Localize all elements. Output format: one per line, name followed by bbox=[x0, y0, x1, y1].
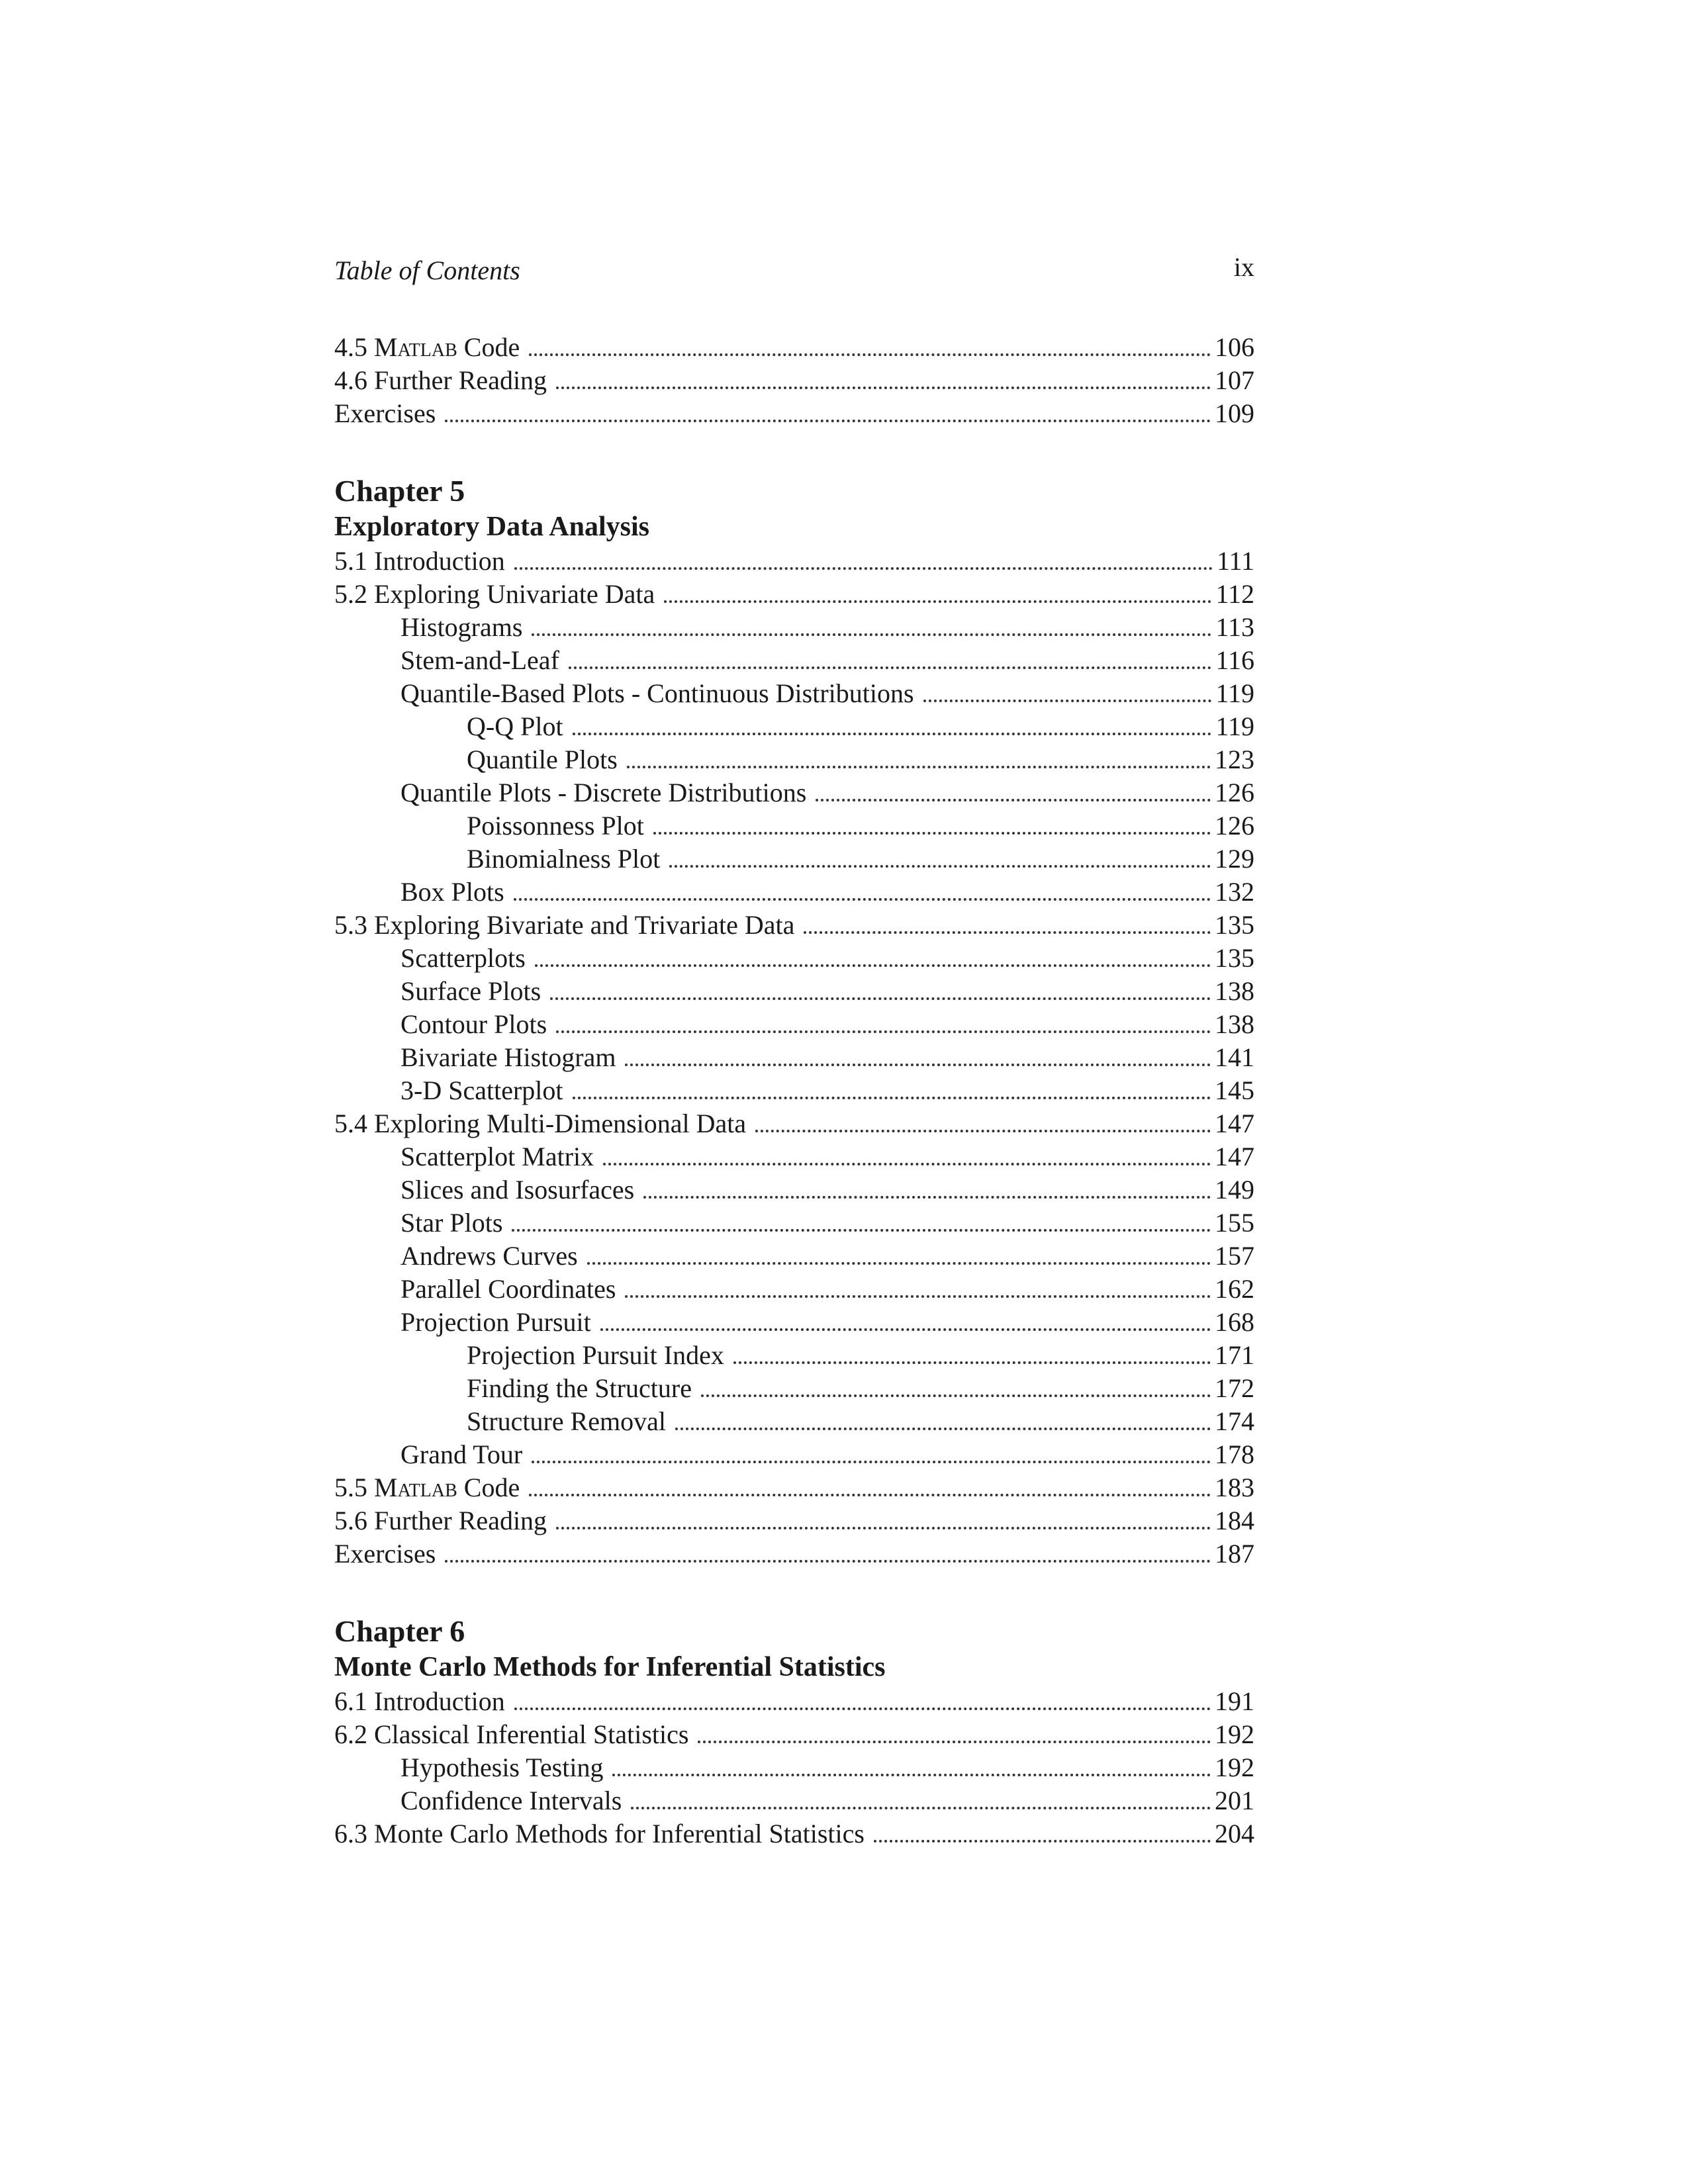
dot-leader bbox=[532, 633, 1211, 636]
toc-entry-page: 147 bbox=[1215, 1109, 1254, 1138]
toc-entry-title: 6.1 Introduction bbox=[334, 1686, 505, 1716]
toc-entry-title: Projection Pursuit Index bbox=[467, 1340, 724, 1370]
toc-entry-page: 107 bbox=[1215, 365, 1254, 395]
toc-entry bbox=[334, 331, 1254, 364]
chapter-title: Exploratory Data Analysis bbox=[334, 512, 650, 542]
toc-entry-title: Histograms bbox=[400, 612, 523, 642]
toc-page bbox=[334, 245, 1254, 1850]
chapter-5 bbox=[334, 473, 1254, 1570]
toc-entry bbox=[334, 1041, 1254, 1074]
dot-leader bbox=[573, 1097, 1211, 1099]
toc-entry-title: 6.2 Classical Inferential Statistics bbox=[334, 1719, 689, 1749]
toc-entry bbox=[334, 876, 1254, 909]
dot-leader bbox=[627, 766, 1211, 768]
toc-entry bbox=[334, 677, 1254, 710]
dot-leader bbox=[631, 1807, 1211, 1809]
toc-entry-page: 138 bbox=[1215, 1009, 1254, 1039]
toc-entry bbox=[334, 1173, 1254, 1206]
toc-entry-title: Surface Plots bbox=[400, 976, 541, 1006]
dot-leader bbox=[653, 832, 1211, 835]
dot-leader bbox=[587, 1262, 1211, 1265]
toc-entry-page: 183 bbox=[1215, 1473, 1254, 1502]
toc-entry-title: 5.1 Introduction bbox=[334, 546, 505, 576]
toc-entry-page: 171 bbox=[1215, 1340, 1254, 1370]
toc-entry bbox=[334, 776, 1254, 809]
toc-entry-title: Andrews Curves bbox=[400, 1241, 578, 1271]
toc-entry-title: Quantile Plots bbox=[467, 745, 618, 774]
toc-entry-page: 111 bbox=[1216, 546, 1254, 576]
dot-leader bbox=[550, 997, 1211, 1000]
dot-leader bbox=[804, 931, 1211, 934]
toc-entry-title: Contour Plots bbox=[400, 1009, 547, 1039]
toc-entry-page: 192 bbox=[1215, 1719, 1254, 1749]
dot-leader bbox=[556, 1527, 1211, 1529]
dot-leader bbox=[625, 1064, 1211, 1066]
toc-entry-title: Stem-and-Leaf bbox=[400, 645, 559, 675]
dot-leader bbox=[512, 1229, 1211, 1232]
toc-entry bbox=[334, 1751, 1254, 1784]
dot-leader bbox=[532, 1461, 1211, 1463]
toc-entry-page: 135 bbox=[1215, 910, 1254, 940]
toc-entry-title: 6.3 Monte Carlo Methods for Inferential Statistics bbox=[334, 1819, 865, 1848]
chapter-6 bbox=[334, 1614, 1254, 1850]
dot-leader bbox=[733, 1361, 1211, 1364]
toc-entry-page: 123 bbox=[1215, 745, 1254, 774]
toc-entry-title: Bivariate Histogram bbox=[400, 1042, 616, 1072]
toc-entry-page: 119 bbox=[1215, 678, 1254, 708]
toc-entry bbox=[334, 1537, 1254, 1570]
dot-leader bbox=[603, 1163, 1211, 1165]
toc-entry bbox=[334, 842, 1254, 876]
toc-entry bbox=[334, 1784, 1254, 1817]
toc-entry bbox=[334, 1817, 1254, 1850]
toc-entry-title: Poissonness Plot bbox=[467, 811, 644, 841]
chapter-label: Chapter 6 bbox=[334, 1614, 465, 1648]
toc-entry-title: Grand Tour bbox=[400, 1439, 523, 1469]
toc-entry-title: Quantile Plots - Discrete Distributions bbox=[400, 778, 807, 807]
toc-entry bbox=[334, 545, 1254, 578]
toc-entry bbox=[334, 397, 1254, 430]
toc-entry bbox=[334, 1471, 1254, 1504]
toc-entry-title: Hypothesis Testing bbox=[400, 1752, 604, 1782]
page-number: ix bbox=[1233, 252, 1254, 282]
toc-entry bbox=[334, 1107, 1254, 1140]
toc-entry-page: 126 bbox=[1215, 778, 1254, 807]
toc-entry-title: Q-Q Plot bbox=[467, 711, 563, 741]
toc-entry-title: 5.4 Exploring Multi-Dimensional Data bbox=[334, 1109, 747, 1138]
toc-entry bbox=[334, 909, 1254, 942]
toc-entry bbox=[334, 644, 1254, 677]
toc-entry-page: 172 bbox=[1215, 1373, 1254, 1403]
toc-entry-title: Binomialness Plot bbox=[467, 844, 661, 874]
toc-entry-page: 129 bbox=[1215, 844, 1254, 874]
toc-entry bbox=[334, 809, 1254, 842]
toc-entry bbox=[334, 364, 1254, 397]
toc-entry bbox=[334, 1074, 1254, 1107]
toc-entry bbox=[334, 1372, 1254, 1405]
toc-entry bbox=[334, 942, 1254, 975]
dot-leader bbox=[643, 1196, 1211, 1199]
dot-leader bbox=[445, 420, 1211, 422]
dot-leader bbox=[669, 865, 1211, 868]
dot-leader bbox=[556, 387, 1211, 389]
toc-entry-page: 116 bbox=[1215, 645, 1254, 675]
toc-entry-title: Scatterplots bbox=[400, 943, 526, 973]
toc-entry bbox=[334, 1718, 1254, 1751]
continuation-list bbox=[334, 331, 1254, 430]
dot-leader bbox=[514, 898, 1211, 901]
toc-entry-page: 192 bbox=[1215, 1752, 1254, 1782]
chapter-title: Monte Carlo Methods for Inferential Statistics bbox=[334, 1652, 886, 1682]
toc-entry-title: 5.6 Further Reading bbox=[334, 1506, 547, 1535]
toc-entry-page: 132 bbox=[1215, 877, 1254, 907]
dot-leader bbox=[816, 799, 1211, 801]
toc-entry bbox=[334, 611, 1254, 644]
toc-entry-page: 113 bbox=[1215, 612, 1254, 642]
toc-entry-page: 135 bbox=[1215, 943, 1254, 973]
toc-entry-title: 3-D Scatterplot bbox=[400, 1075, 563, 1105]
toc-entry bbox=[334, 743, 1254, 776]
toc-entry bbox=[334, 1685, 1254, 1718]
toc-entry bbox=[334, 1240, 1254, 1273]
toc-entry-title: Quantile-Based Plots - Continuous Distributions bbox=[400, 678, 914, 708]
toc-entry-title: Scatterplot Matrix bbox=[400, 1142, 594, 1171]
dot-leader bbox=[535, 964, 1211, 967]
dot-leader bbox=[445, 1560, 1211, 1563]
toc-entry-title: Box Plots bbox=[400, 877, 504, 907]
dot-leader bbox=[701, 1394, 1211, 1397]
running-title: Table of Contents bbox=[334, 255, 520, 285]
toc-entry bbox=[334, 1306, 1254, 1339]
toc-entry bbox=[334, 1008, 1254, 1041]
toc-entry-title: Finding the Structure bbox=[467, 1373, 692, 1403]
dot-leader bbox=[625, 1295, 1211, 1298]
toc-entry-page: 178 bbox=[1215, 1439, 1254, 1469]
toc-entry bbox=[334, 975, 1254, 1008]
toc-entry bbox=[334, 1206, 1254, 1240]
toc-entry-title: Slices and Isosurfaces bbox=[400, 1175, 635, 1205]
dot-leader bbox=[755, 1130, 1211, 1132]
dot-leader bbox=[529, 353, 1211, 356]
toc-entry-page: 141 bbox=[1215, 1042, 1254, 1072]
toc-entry-page: 204 bbox=[1215, 1819, 1254, 1848]
toc-entry-page: 191 bbox=[1215, 1686, 1254, 1716]
dot-leader bbox=[514, 1707, 1211, 1710]
chapter-5-entries bbox=[334, 545, 1254, 1570]
toc-entry-title: Exercises bbox=[334, 398, 436, 428]
dot-leader bbox=[675, 1428, 1211, 1430]
toc-entry-page: 149 bbox=[1215, 1175, 1254, 1205]
toc-entry-title: 5.5 Matlab Code bbox=[334, 1473, 520, 1502]
toc-entry-page: 109 bbox=[1215, 398, 1254, 428]
toc-entry-title: Exercises bbox=[334, 1539, 436, 1569]
toc-entry-page: 168 bbox=[1215, 1307, 1254, 1337]
toc-entry-page: 145 bbox=[1215, 1075, 1254, 1105]
dot-leader bbox=[514, 567, 1213, 570]
dot-leader bbox=[698, 1741, 1211, 1743]
toc-entry bbox=[334, 1504, 1254, 1537]
toc-entry-page: 187 bbox=[1215, 1539, 1254, 1569]
toc-entry-page: 184 bbox=[1215, 1506, 1254, 1535]
toc-entry bbox=[334, 1405, 1254, 1438]
dot-leader bbox=[874, 1840, 1211, 1843]
toc-entry-page: 157 bbox=[1215, 1241, 1254, 1271]
toc-entry-title: Structure Removal bbox=[467, 1406, 667, 1436]
toc-entry-page: 112 bbox=[1215, 579, 1254, 609]
toc-entry-page: 126 bbox=[1215, 811, 1254, 841]
dot-leader bbox=[529, 1494, 1211, 1496]
toc-entry-title: 5.3 Exploring Bivariate and Trivariate Data bbox=[334, 910, 795, 940]
toc-entry bbox=[334, 578, 1254, 611]
toc-entry-title: 4.5 Matlab Code bbox=[334, 332, 520, 362]
toc-entry-page: 162 bbox=[1215, 1274, 1254, 1304]
toc-entry-page: 119 bbox=[1215, 711, 1254, 741]
toc-entry-page: 147 bbox=[1215, 1142, 1254, 1171]
dot-leader bbox=[612, 1774, 1211, 1776]
toc-entry-title: Star Plots bbox=[400, 1208, 503, 1238]
toc-entry bbox=[334, 1140, 1254, 1173]
chapter-label: Chapter 5 bbox=[334, 474, 465, 508]
running-head bbox=[334, 245, 1254, 285]
toc-entry-title: Parallel Coordinates bbox=[400, 1274, 616, 1304]
toc-entry-title: Projection Pursuit bbox=[400, 1307, 591, 1337]
toc-entry-page: 138 bbox=[1215, 976, 1254, 1006]
toc-entry bbox=[334, 710, 1254, 743]
dot-leader bbox=[573, 733, 1212, 735]
toc-entry-page: 174 bbox=[1215, 1406, 1254, 1436]
chapter-6-entries bbox=[334, 1685, 1254, 1850]
toc-entry-title: 5.2 Exploring Univariate Data bbox=[334, 579, 655, 609]
dot-leader bbox=[600, 1328, 1211, 1331]
toc-entry-title: Confidence Intervals bbox=[400, 1786, 622, 1815]
toc-entry bbox=[334, 1438, 1254, 1471]
toc-entry-title: 4.6 Further Reading bbox=[334, 365, 547, 395]
dot-leader bbox=[556, 1030, 1211, 1033]
toc-entry-page: 155 bbox=[1215, 1208, 1254, 1238]
toc-entry-page: 201 bbox=[1215, 1786, 1254, 1815]
toc-entry-page: 106 bbox=[1215, 332, 1254, 362]
toc-entry bbox=[334, 1273, 1254, 1306]
dot-leader bbox=[923, 700, 1212, 702]
toc-entry bbox=[334, 1339, 1254, 1372]
dot-leader bbox=[569, 666, 1212, 669]
dot-leader bbox=[664, 600, 1211, 603]
